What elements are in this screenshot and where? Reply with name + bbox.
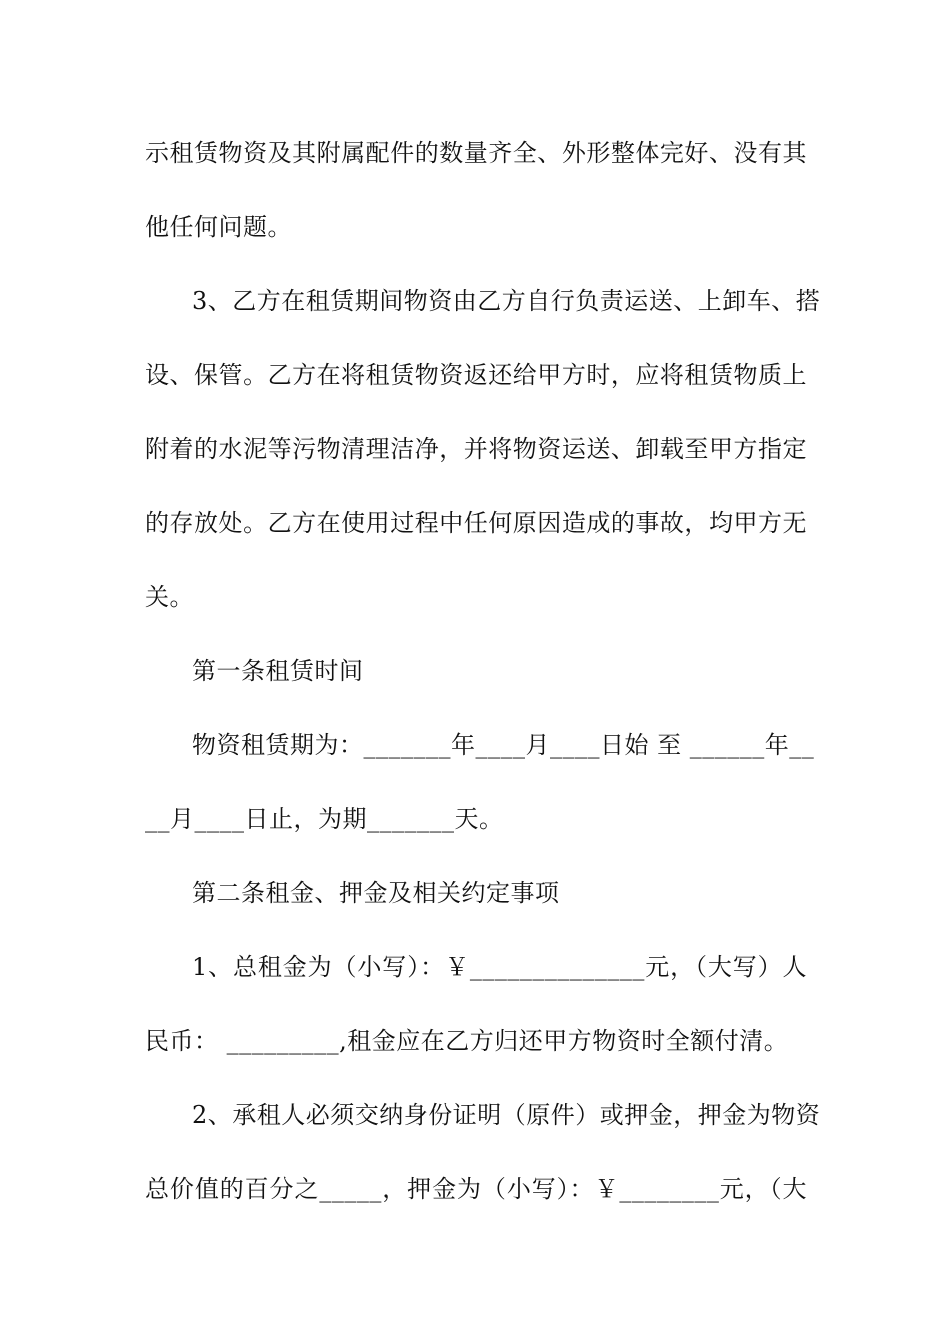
paragraph-line: 附着的水泥等污物清理洁净，并将物资运送、卸载至甲方指定	[145, 435, 807, 463]
rental-period-line: __月____日止，为期_______天。	[145, 805, 504, 833]
deposit-line: 2、承租人必须交纳身份证明（原件）或押金，押金为物资	[192, 1101, 821, 1129]
paragraph-line: 他任何问题。	[145, 213, 292, 241]
deposit-line: 总价值的百分之_____，押金为（小写）：￥________元，（大	[145, 1175, 807, 1203]
section-heading-article-2: 第二条租金、押金及相关约定事项	[192, 879, 560, 907]
paragraph-line: 的存放处。乙方在使用过程中任何原因造成的事故，均甲方无	[145, 509, 807, 537]
clause-3-line: 3、乙方在租赁期间物资由乙方自行负责运送、上卸车、搭	[192, 287, 821, 315]
paragraph-line: 设、保管。乙方在将租赁物资返还给甲方时，应将租赁物质上	[145, 361, 807, 389]
rent-amount-line: 民币： _________,租金应在乙方归还甲方物资时全额付清。	[145, 1027, 789, 1055]
section-heading-article-1: 第一条租赁时间	[192, 657, 364, 685]
paragraph-line: 关。	[145, 583, 194, 611]
rent-amount-line: 1、总租金为（小写）：￥______________元，（大写）人	[192, 953, 807, 981]
rental-period-line: 物资租赁期为：_______年____月____日始 至 ______年__	[192, 731, 815, 759]
paragraph-line: 示租赁物资及其附属配件的数量齐全、外形整体完好、没有其	[145, 139, 807, 167]
